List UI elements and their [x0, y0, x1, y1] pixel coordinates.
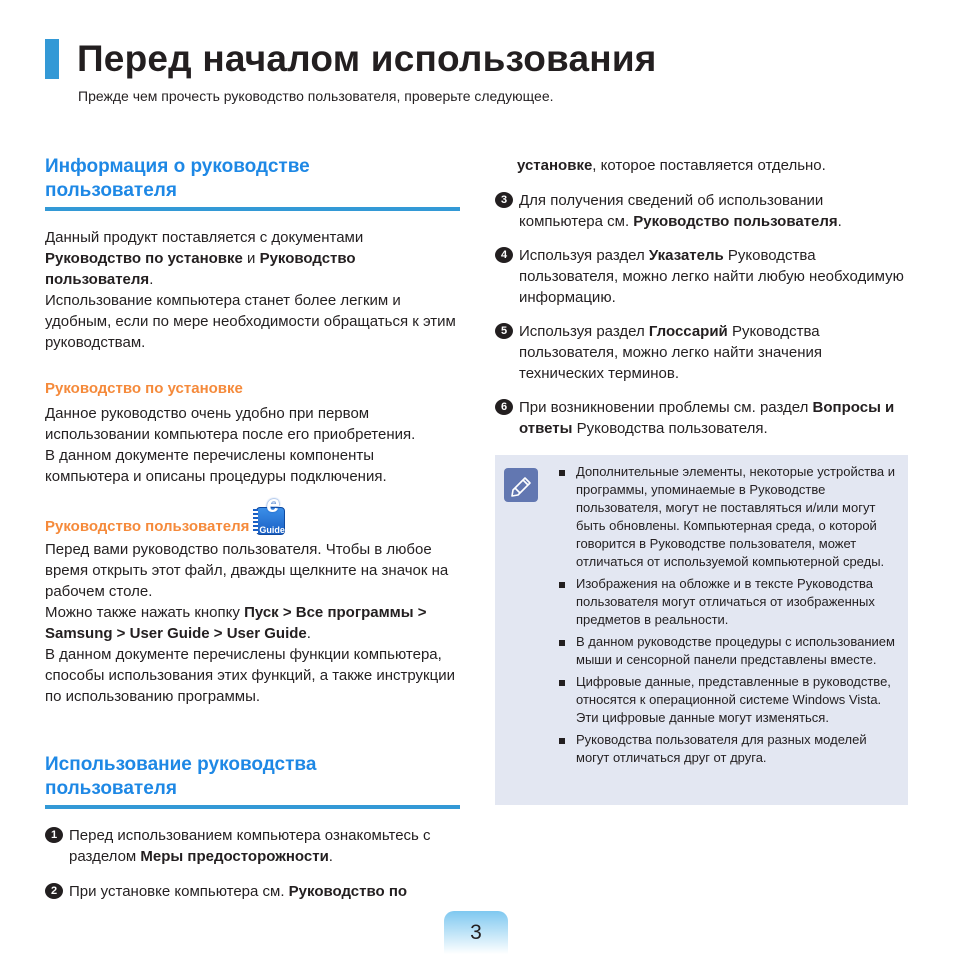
e-glyph: e [266, 491, 280, 518]
user-guide-paragraph-2 [45, 602, 460, 644]
bold-text: Вопросы и ответы [519, 399, 895, 437]
user-guide-paragraph-3: В данном документе перечислены функции компьютера, способы использования этих функций, а также инструкции по использованию программы. [45, 646, 455, 705]
note-text: В данном руководстве процедуры с использованием мыши и сенсорной панели представлены вместе. [576, 634, 895, 667]
item-text [519, 190, 910, 232]
text: Перед использованием компьютера ознакомьтесь с разделом [69, 827, 431, 865]
note-text: Дополнительные элементы, некоторые устройства и программы, упоминаемые в Руководстве пользователя, могут не поставляться и/или могут быть обновлены. Компьютерная среда, о которой говорится в Руководстве пользователя, может отличаться от используемой компьютерной среды. [576, 464, 896, 569]
note-text: Изображения на обложке и в тексте Руководства пользователя могут отличаться от изображенных предметов в реальности. [576, 576, 875, 627]
right-column [495, 155, 910, 439]
intro-paragraph-2: Использование компьютера станет более легким и удобным, если по мере необходимости обращаться к этим руководствам. [45, 292, 456, 351]
note-text: Руководства пользователя для разных моделей могут отличаться друг от друга. [576, 732, 867, 765]
e-guide-icon [253, 491, 287, 535]
note-box [495, 455, 908, 805]
number-5-icon: 5 [495, 323, 513, 339]
bullet-icon [559, 680, 565, 686]
page-subtitle: Прежде чем прочесть руководство пользователя, проверьте следующее. [78, 88, 554, 104]
text: Руководства пользователя. [572, 420, 768, 437]
numbered-item-1 [45, 825, 460, 867]
bold-text: Руководство пользователя [633, 213, 838, 230]
bold-text: Глоссарий [648, 323, 728, 340]
note-item [557, 673, 902, 727]
note-list [557, 463, 902, 771]
number-2-icon: 2 [45, 883, 63, 899]
text: . [328, 848, 333, 865]
left-column [45, 155, 460, 902]
text: При установке компьютера см. [69, 883, 289, 900]
bold-text: Руководство по установке [45, 250, 243, 267]
note-text: Цифровые данные, представленные в руководстве, относятся к операционной системе Windows Vista. Эти цифровые данные могут изменяться. [576, 674, 891, 725]
item-text [519, 397, 910, 439]
bullet-icon [559, 738, 565, 744]
section-heading-using-guide [45, 753, 460, 809]
text: Руководства пользователя, можно легко найти значения технических терминов. [519, 323, 822, 382]
text: Для получения сведений об использовании компьютера см. [519, 192, 824, 230]
page-number: 3 [444, 911, 508, 954]
sub-heading-user-guide [45, 491, 460, 537]
text: Данный продукт поставляется с документами [45, 229, 364, 246]
heading-line: Информация о руководстве [45, 156, 310, 177]
text: Можно также нажать кнопку [45, 604, 245, 621]
number-4-icon: 4 [495, 247, 513, 263]
bullet-icon [559, 640, 565, 646]
heading-line: пользователя [45, 180, 177, 201]
section-heading-guide-info [45, 155, 460, 211]
install-guide-paragraph-2: В данном документе перечислены компоненты компьютера и описаны процедуры подключения. [45, 447, 387, 485]
bold-text: Руководство пользователя [45, 250, 356, 288]
bold-text: Меры предосторожности [140, 848, 329, 865]
guide-label: Guide [259, 525, 285, 535]
item-text [69, 881, 460, 902]
number-6-icon: 6 [495, 399, 513, 415]
text: , которое поставляется отдельно. [592, 157, 826, 174]
numbered-item-2 [45, 881, 460, 902]
number-1-icon: 1 [45, 827, 63, 843]
note-item [557, 463, 902, 571]
text: Руководства пользователя, можно легко найти любую необходимую информацию. [519, 247, 904, 306]
bullet-icon [559, 470, 565, 476]
intro-paragraph [45, 227, 460, 290]
bold-text: Указатель [648, 247, 724, 264]
numbered-item-4 [495, 245, 910, 308]
text: и [242, 250, 260, 267]
spiral-rings [253, 509, 258, 533]
bold-text: установке [517, 157, 593, 174]
note-item [557, 575, 902, 629]
text: . [837, 213, 842, 230]
heading-line: пользователя [45, 778, 177, 799]
install-guide-paragraph: Данное руководство очень удобно при первом использовании компьютера после его приобретения. [45, 405, 416, 443]
bullet-icon [559, 582, 565, 588]
text: Используя раздел [519, 247, 649, 264]
item-text [519, 321, 910, 384]
note-item [557, 633, 902, 669]
numbered-item-3 [495, 190, 910, 232]
pencil-glyph [504, 468, 538, 502]
text: При возникновении проблемы см. раздел [519, 399, 813, 416]
note-item [557, 731, 902, 767]
heading-line: Использование руководства [45, 754, 317, 775]
item-text [519, 245, 910, 308]
item-text [69, 825, 460, 867]
bold-text: Руководство по [288, 883, 408, 900]
user-guide-paragraph: Перед вами руководство пользователя. Чтобы в любое время открыть этот файл, дважды щелкните на значок на рабочем столе. [45, 541, 449, 600]
page-title: Перед началом использования [77, 38, 657, 79]
numbered-item-5 [495, 321, 910, 384]
pencil-icon [504, 468, 538, 502]
number-3-icon: 3 [495, 192, 513, 208]
numbered-item-6 [495, 397, 910, 439]
sub-heading-text: Руководство пользователя [45, 518, 250, 535]
title-accent-bar [45, 39, 59, 79]
text: . [149, 271, 154, 288]
text: . [306, 625, 311, 642]
menu-path: Пуск > Все программы > Samsung > User Guide > User Guide [45, 604, 427, 642]
text: Используя раздел [519, 323, 649, 340]
sub-heading-install-guide: Руководство по установке [45, 380, 243, 397]
item-2-continuation [495, 155, 910, 176]
